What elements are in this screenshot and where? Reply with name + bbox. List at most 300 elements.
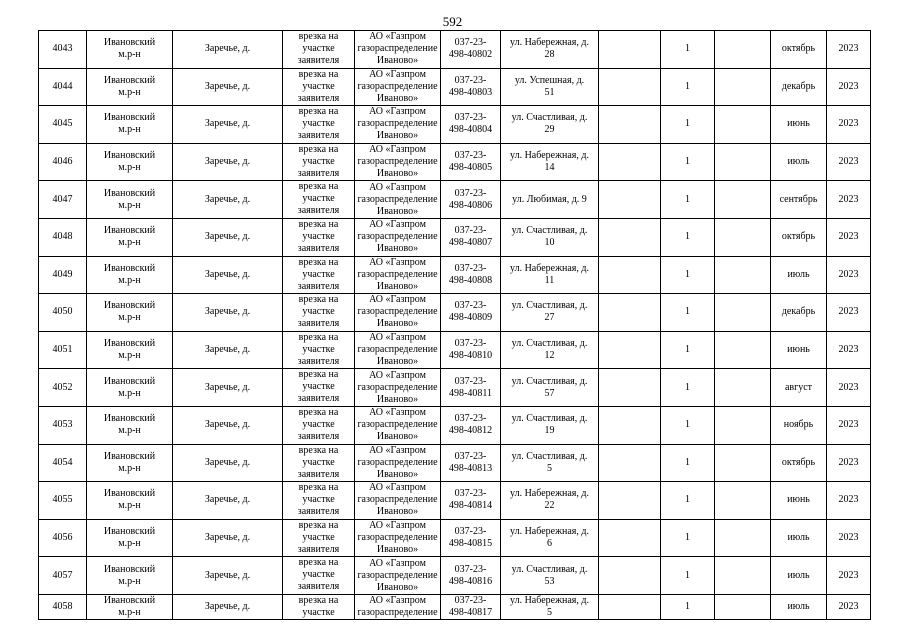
address-line: 12 — [544, 350, 555, 362]
district-line: Ивановский — [103, 526, 156, 538]
quantity-cell: 1 — [661, 218, 715, 256]
row-number-cell: 4053 — [39, 406, 87, 444]
quantity-cell: 1 — [661, 444, 715, 482]
year-cell: 2023 — [827, 331, 871, 369]
year-cell: 2023 — [827, 181, 871, 219]
code-line: 037-23- — [454, 74, 487, 86]
connection-type-line: врезка на — [298, 106, 339, 118]
district-line: Ивановский — [103, 594, 156, 606]
address-cell — [501, 218, 599, 256]
settlement-cell: Заречье, д. — [173, 331, 283, 369]
row-number-cell: 4045 — [39, 106, 87, 144]
organization-line: АО «Газпром — [369, 520, 426, 532]
organization-line: газораспределение — [357, 156, 438, 168]
organization-line: Иваново» — [376, 168, 419, 180]
code-line: 037-23- — [454, 225, 487, 237]
month-cell: июнь — [771, 106, 827, 144]
organization-cell — [355, 294, 441, 332]
district-line: Ивановский — [103, 300, 156, 312]
code-line: 037-23- — [454, 488, 487, 500]
code-cell — [441, 482, 501, 520]
address-line: ул. Счастливая, д. — [511, 338, 588, 350]
connection-type-line: заявителя — [297, 506, 340, 518]
code-cell — [441, 181, 501, 219]
district-line: м.р-н — [118, 274, 141, 286]
connection-type-cell — [283, 31, 355, 69]
connection-type-line: заявителя — [297, 581, 340, 593]
empty-cell — [715, 594, 771, 619]
year-cell: 2023 — [827, 31, 871, 69]
connection-type-line: врезка на — [298, 256, 339, 268]
organization-line: газораспределение — [357, 606, 438, 618]
organization-line: Иваново» — [376, 544, 419, 556]
code-line: 498-40807 — [448, 237, 493, 249]
year-cell: 2023 — [827, 594, 871, 619]
organization-line: Иваново» — [376, 130, 419, 142]
district-line: Ивановский — [103, 150, 156, 162]
settlement-cell: Заречье, д. — [173, 256, 283, 294]
connection-type-line: врезка на — [298, 181, 339, 193]
connection-type-line: врезка на — [298, 68, 339, 80]
settlement-cell: Заречье, д. — [173, 181, 283, 219]
district-line: Ивановский — [103, 563, 156, 575]
row-number-cell: 4056 — [39, 519, 87, 557]
month-cell: октябрь — [771, 31, 827, 69]
month-cell: октябрь — [771, 218, 827, 256]
row-number-cell: 4047 — [39, 181, 87, 219]
connection-type-line: врезка на — [298, 444, 339, 456]
code-line: 498-40806 — [448, 199, 493, 211]
code-line: 498-40805 — [448, 162, 493, 174]
connection-type-cell — [283, 406, 355, 444]
empty-cell — [599, 557, 661, 595]
connection-type-cell — [283, 256, 355, 294]
connection-type-cell — [283, 294, 355, 332]
connection-type-line: заявителя — [297, 55, 340, 66]
row-number-cell: 4046 — [39, 143, 87, 181]
code-cell — [441, 594, 501, 619]
district-cell — [87, 68, 173, 106]
organization-line: газораспределение — [357, 494, 438, 506]
district-line: м.р-н — [118, 199, 141, 211]
organization-line: АО «Газпром — [369, 181, 426, 193]
row-number-cell: 4050 — [39, 294, 87, 332]
connection-type-line: врезка на — [298, 31, 339, 42]
row-number-cell: 4043 — [39, 31, 87, 69]
year-cell: 2023 — [827, 369, 871, 407]
district-line: м.р-н — [118, 462, 141, 474]
district-line: м.р-н — [118, 350, 141, 362]
empty-cell — [715, 331, 771, 369]
empty-cell — [715, 68, 771, 106]
settlement-cell: Заречье, д. — [173, 482, 283, 520]
table-row — [39, 369, 871, 407]
address-line: ул. Счастливая, д. — [511, 413, 588, 425]
quantity-cell: 1 — [661, 406, 715, 444]
organization-line: АО «Газпром — [369, 482, 426, 494]
connection-type-cell — [283, 218, 355, 256]
organization-line: газораспределение — [357, 419, 438, 431]
district-cell — [87, 143, 173, 181]
empty-cell — [599, 106, 661, 144]
organization-line: Иваново» — [376, 92, 419, 104]
table-row — [39, 557, 871, 595]
month-cell: ноябрь — [771, 406, 827, 444]
connection-type-line: врезка на — [298, 369, 339, 381]
quantity-cell: 1 — [661, 594, 715, 619]
quantity-cell: 1 — [661, 331, 715, 369]
organization-cell — [355, 106, 441, 144]
address-cell — [501, 106, 599, 144]
settlement-cell: Заречье, д. — [173, 406, 283, 444]
organization-line: АО «Газпром — [369, 106, 426, 118]
settlement-cell: Заречье, д. — [173, 557, 283, 595]
connection-type-line: заявителя — [297, 355, 340, 367]
quantity-cell: 1 — [661, 256, 715, 294]
connection-type-line: участке — [302, 606, 335, 618]
year-cell: 2023 — [827, 482, 871, 520]
district-cell — [87, 181, 173, 219]
row-number-cell: 4058 — [39, 594, 87, 619]
month-cell: июль — [771, 519, 827, 557]
connection-type-line: участке — [302, 80, 335, 92]
address-line: 51 — [544, 86, 555, 98]
district-cell — [87, 594, 173, 619]
row-number-cell: 4054 — [39, 444, 87, 482]
month-cell: июль — [771, 594, 827, 619]
empty-cell — [599, 444, 661, 482]
empty-cell — [599, 68, 661, 106]
address-cell — [501, 31, 599, 69]
settlement-cell: Заречье, д. — [173, 369, 283, 407]
connection-type-cell — [283, 331, 355, 369]
code-line: 037-23- — [454, 150, 487, 162]
connection-type-line: участке — [302, 43, 335, 54]
address-cell — [501, 369, 599, 407]
code-cell — [441, 68, 501, 106]
organization-line: газораспределение — [357, 268, 438, 280]
address-line: ул. Набережная, д. — [510, 150, 589, 162]
code-line: 498-40802 — [448, 49, 493, 61]
organization-line: газораспределение — [357, 532, 438, 544]
address-cell — [501, 444, 599, 482]
connection-type-line: участке — [302, 343, 335, 355]
organization-line: АО «Газпром — [369, 594, 426, 606]
district-line: м.р-н — [118, 538, 141, 550]
district-line: Ивановский — [103, 413, 156, 425]
organization-cell — [355, 143, 441, 181]
district-line: Ивановский — [103, 37, 156, 49]
quantity-cell: 1 — [661, 482, 715, 520]
table-row — [39, 406, 871, 444]
empty-cell — [599, 482, 661, 520]
address-line: 5 — [547, 462, 552, 474]
organization-line: газораспределение — [357, 456, 438, 468]
empty-cell — [599, 31, 661, 69]
connection-type-line: участке — [302, 230, 335, 242]
organization-cell — [355, 331, 441, 369]
district-line: Ивановский — [103, 225, 156, 237]
connection-type-line: участке — [302, 418, 335, 430]
code-line: 037-23- — [454, 450, 487, 462]
code-line: 037-23- — [454, 413, 487, 425]
code-cell — [441, 519, 501, 557]
address-line: 6 — [547, 538, 552, 550]
connection-type-cell — [283, 594, 355, 619]
month-cell: октябрь — [771, 444, 827, 482]
district-line: м.р-н — [118, 575, 141, 587]
organization-line: газораспределение — [357, 306, 438, 318]
district-line: м.р-н — [118, 237, 141, 249]
code-line: 498-40804 — [448, 124, 493, 136]
row-number-cell: 4052 — [39, 369, 87, 407]
quantity-cell: 1 — [661, 68, 715, 106]
code-line: 037-23- — [454, 338, 487, 350]
address-cell — [501, 294, 599, 332]
address-cell — [501, 594, 599, 619]
district-line: Ивановский — [103, 74, 156, 86]
empty-cell — [715, 106, 771, 144]
connection-type-cell — [283, 106, 355, 144]
table-row — [39, 294, 871, 332]
quantity-cell: 1 — [661, 181, 715, 219]
month-cell: июнь — [771, 331, 827, 369]
district-cell — [87, 331, 173, 369]
connection-type-cell — [283, 68, 355, 106]
organization-line: газораспределение — [357, 381, 438, 393]
connection-type-cell — [283, 557, 355, 595]
connection-type-line: участке — [302, 268, 335, 280]
address-cell — [501, 557, 599, 595]
year-cell: 2023 — [827, 519, 871, 557]
code-line: 037-23- — [454, 262, 487, 274]
organization-line: Иваново» — [376, 318, 419, 330]
address-line: ул. Набережная, д. — [510, 526, 589, 538]
organization-line: газораспределение — [357, 344, 438, 356]
district-cell — [87, 294, 173, 332]
organization-line: Иваново» — [376, 55, 419, 67]
code-line: 498-40810 — [448, 350, 493, 362]
address-line: ул. Счастливая, д. — [511, 225, 588, 237]
empty-cell — [599, 369, 661, 407]
district-line: м.р-н — [118, 162, 141, 174]
connection-type-line: врезка на — [298, 143, 339, 155]
code-line: 498-40816 — [448, 575, 493, 587]
code-line: 498-40813 — [448, 462, 493, 474]
year-cell: 2023 — [827, 406, 871, 444]
connection-type-line: заявителя — [297, 280, 340, 292]
organization-cell — [355, 369, 441, 407]
organization-cell — [355, 406, 441, 444]
table-row — [39, 218, 871, 256]
code-line: 498-40803 — [448, 86, 493, 98]
connection-type-cell — [283, 369, 355, 407]
connection-type-line: врезка на — [298, 482, 339, 494]
organization-line: АО «Газпром — [369, 219, 426, 231]
organization-line: Иваново» — [376, 356, 419, 368]
settlement-cell: Заречье, д. — [173, 218, 283, 256]
month-cell: июль — [771, 143, 827, 181]
organization-line: АО «Газпром — [369, 256, 426, 268]
month-cell: август — [771, 369, 827, 407]
quantity-cell: 1 — [661, 519, 715, 557]
district-line: м.р-н — [118, 387, 141, 399]
settlement-cell: Заречье, д. — [173, 68, 283, 106]
address-line: 19 — [544, 425, 555, 437]
organization-line: АО «Газпром — [369, 444, 426, 456]
empty-cell — [715, 444, 771, 482]
table-body — [39, 31, 871, 620]
organization-cell — [355, 181, 441, 219]
table-row — [39, 143, 871, 181]
year-cell: 2023 — [827, 106, 871, 144]
empty-cell — [599, 143, 661, 181]
organization-line: газораспределение — [357, 193, 438, 205]
quantity-cell: 1 — [661, 557, 715, 595]
year-cell: 2023 — [827, 143, 871, 181]
address-line: ул. Успешная, д. — [514, 74, 585, 86]
address-line: 53 — [544, 575, 555, 587]
empty-cell — [599, 594, 661, 619]
organization-cell — [355, 557, 441, 595]
code-line: 037-23- — [454, 187, 487, 199]
address-line: 28 — [544, 49, 555, 61]
district-line: Ивановский — [103, 112, 156, 124]
district-line: м.р-н — [118, 49, 141, 61]
code-line: 037-23- — [454, 37, 487, 49]
district-cell — [87, 369, 173, 407]
address-cell — [501, 331, 599, 369]
code-line: 498-40809 — [448, 312, 493, 324]
connection-type-line: участке — [302, 494, 335, 506]
month-cell: июль — [771, 256, 827, 294]
connection-type-line: врезка на — [298, 519, 339, 531]
address-line: ул. Набережная, д. — [510, 262, 589, 274]
quantity-cell: 1 — [661, 143, 715, 181]
connections-table — [38, 30, 871, 620]
address-line: ул. Счастливая, д. — [511, 563, 588, 575]
address-line: 29 — [544, 124, 555, 136]
connection-type-line: участке — [302, 155, 335, 167]
organization-line: газораспределение — [357, 231, 438, 243]
empty-cell — [715, 557, 771, 595]
empty-cell — [715, 181, 771, 219]
code-line: 037-23- — [454, 526, 487, 538]
district-cell — [87, 218, 173, 256]
page-number: 592 — [442, 14, 463, 29]
address-cell — [501, 519, 599, 557]
address-line: ул. Любимая, д. 9 — [512, 193, 587, 205]
connection-type-line: участке — [302, 569, 335, 581]
connection-type-line: заявителя — [297, 242, 340, 254]
table-row — [39, 519, 871, 557]
address-cell — [501, 482, 599, 520]
connection-type-line: заявителя — [297, 393, 340, 405]
table-row — [39, 331, 871, 369]
organization-cell — [355, 68, 441, 106]
organization-line: Иваново» — [376, 468, 419, 480]
organization-line: газораспределение — [357, 118, 438, 130]
code-line: 037-23- — [454, 563, 487, 575]
empty-cell — [715, 519, 771, 557]
connection-type-line: участке — [302, 118, 335, 130]
month-cell: июль — [771, 557, 827, 595]
district-line: Ивановский — [103, 262, 156, 274]
address-line: 14 — [544, 162, 555, 174]
quantity-cell: 1 — [661, 369, 715, 407]
organization-line: Иваново» — [376, 393, 419, 405]
empty-cell — [715, 218, 771, 256]
row-number-cell: 4049 — [39, 256, 87, 294]
connection-type-line: участке — [302, 193, 335, 205]
connection-type-line: участке — [302, 531, 335, 543]
organization-cell — [355, 594, 441, 619]
connection-type-line: участке — [302, 381, 335, 393]
address-line: ул. Набережная, д. — [510, 37, 589, 49]
empty-cell — [715, 143, 771, 181]
row-number-cell: 4055 — [39, 482, 87, 520]
address-line: 27 — [544, 312, 555, 324]
organization-cell — [355, 519, 441, 557]
table-row — [39, 31, 871, 69]
quantity-cell: 1 — [661, 31, 715, 69]
settlement-cell: Заречье, д. — [173, 31, 283, 69]
empty-cell — [599, 519, 661, 557]
district-cell — [87, 256, 173, 294]
organization-cell — [355, 218, 441, 256]
year-cell: 2023 — [827, 444, 871, 482]
address-line: 22 — [544, 500, 555, 512]
connection-type-line: врезка на — [298, 331, 339, 343]
code-line: 037-23- — [454, 594, 487, 606]
connection-type-line: заявителя — [297, 543, 340, 555]
organization-line: Иваново» — [376, 280, 419, 292]
address-cell — [501, 406, 599, 444]
connection-type-line: врезка на — [298, 406, 339, 418]
quantity-cell: 1 — [661, 294, 715, 332]
code-cell — [441, 31, 501, 69]
organization-cell — [355, 444, 441, 482]
year-cell: 2023 — [827, 294, 871, 332]
year-cell: 2023 — [827, 218, 871, 256]
connection-type-cell — [283, 482, 355, 520]
month-cell: декабрь — [771, 68, 827, 106]
organization-line: Иваново» — [376, 243, 419, 255]
connection-type-line: заявителя — [297, 430, 340, 442]
district-cell — [87, 406, 173, 444]
connection-type-line: участке — [302, 306, 335, 318]
settlement-cell: Заречье, д. — [173, 444, 283, 482]
organization-line: Иваново» — [376, 506, 419, 518]
empty-cell — [599, 331, 661, 369]
district-line: м.р-н — [118, 124, 141, 136]
code-cell — [441, 143, 501, 181]
district-line: м.р-н — [118, 425, 141, 437]
empty-cell — [715, 256, 771, 294]
address-line: 10 — [544, 237, 555, 249]
settlement-cell: Заречье, д. — [173, 106, 283, 144]
empty-cell — [599, 181, 661, 219]
district-line: м.р-н — [118, 312, 141, 324]
month-cell: сентябрь — [771, 181, 827, 219]
organization-line: АО «Газпром — [369, 68, 426, 80]
organization-line: газораспределение — [357, 43, 438, 55]
district-line: Ивановский — [103, 488, 156, 500]
organization-line: АО «Газпром — [369, 557, 426, 569]
year-cell: 2023 — [827, 68, 871, 106]
organization-line: АО «Газпром — [369, 369, 426, 381]
address-line: 57 — [544, 387, 555, 399]
